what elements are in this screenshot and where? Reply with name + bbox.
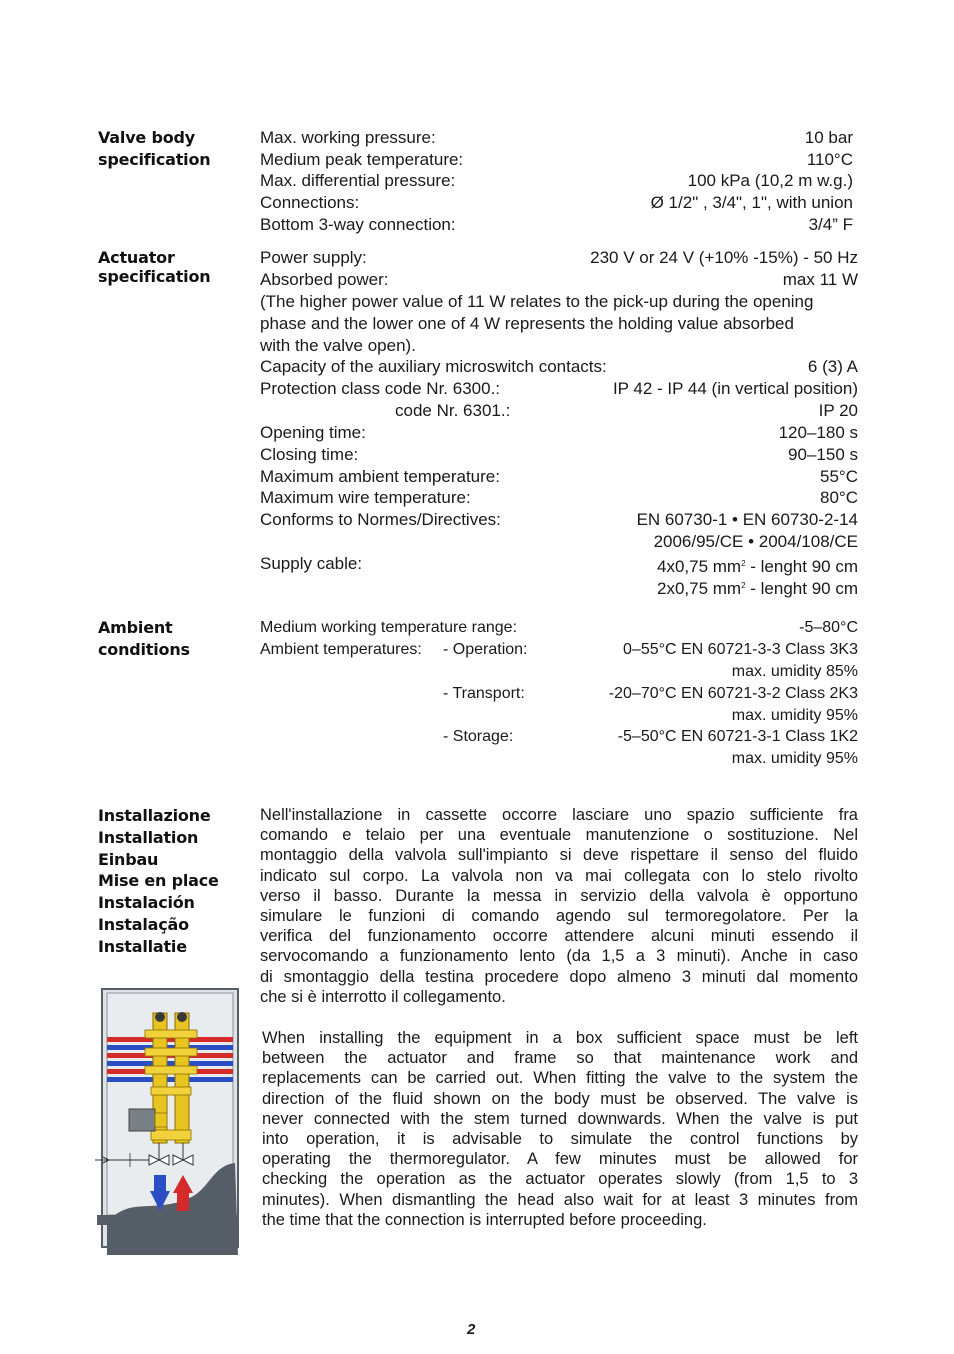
spec-value: 120–180 s [778,423,858,442]
spec-row [260,149,853,171]
spec-value: 6 (3) A [807,357,858,376]
spec-label: Bottom 3-way connection: [260,215,456,234]
spec-value: 90–150 s [788,445,858,464]
paragraph-line: verso il basso. Durante la messa in servizio della valvola è opportuno [260,886,858,905]
box-floor [97,1215,238,1225]
spec-value: -5–80°C [799,619,858,636]
spec-value: EN 60730-1 • EN 60730-2-14 [636,510,858,529]
spec-label: Conforms to Normes/Directives: [260,510,501,529]
paragraph-line: checking the operation as the actuator operates slowly (from 1,5 to 3 [262,1170,858,1189]
paragraph-line: montaggio della valvola sull'impianto si deve rispettare il senso del fluido [260,846,858,865]
spec-label: Maximum ambient temperature: [260,467,500,486]
spec-label: - Operation: [443,641,528,658]
installation-heading: Installazione Installation Einbau Mise en place Instalación Instalação Installatie [98,806,219,956]
spec-note: with the valve open). [260,336,416,355]
spec-label: Max. differential pressure: [260,171,456,190]
spec-value: 2x0,75 $mm^2$ - lenght 90 cm [657,579,858,598]
spec-value: 10 bar [804,128,853,147]
spec-label: Medium peak temperature: [260,150,464,169]
spec-row [260,192,853,214]
spec-label: code Nr. 6301.: [395,401,511,420]
spec-label: Supply cable: [260,554,363,573]
spec-label: Closing time: [260,445,359,464]
spec-label: Medium working temperature range: [260,619,518,636]
spec-value: max. umidity 95% [731,750,858,767]
paragraph-line: di smontaggio della testina procedere dopo almeno 3 minuti dal momento [260,967,858,986]
paragraph-line: minutes). When dismantling the head also wait for at least 3 minutes from [262,1190,858,1209]
spec-label: - Transport: [443,685,525,702]
actuator-heading: Actuator specification [98,248,211,286]
spec-value: 0–55°C EN 60721-3-3 Class 3K3 [623,641,858,658]
spec-value: 2006/95/CE • 2004/108/CE [653,532,858,551]
spec-value: IP 20 [818,401,858,420]
spec-label: Capacity of the auxiliary microswitch contacts: [260,357,607,376]
paragraph-line: operating the thermoregulator. A few minutes must be allowed for [262,1150,858,1169]
installation-diagram [95,985,245,1255]
paragraph-line: between the actuator and frame so that maintenance work and [262,1049,858,1068]
spec-value: max 11 W [782,270,858,289]
paragraph-line: replacements can be carried out. When fitting the valve to the system the [262,1069,858,1088]
spec-row [260,127,853,149]
page-number: 2 [467,1321,476,1338]
paragraph-line: che si è interrotto il collegamento. [260,987,506,1006]
paragraph-line: into operation, it is advisable to simulate the control functions by [262,1130,858,1149]
paragraph-line: verifica del funzionamento occorre attendere alcuni minuti essendo il [260,927,858,946]
spec-row [260,214,853,236]
valve-body-heading: Valve body specification [98,128,211,169]
spec-value: 230 V or 24 V (+10% -15%) - 50 Hz [590,248,858,267]
spec-label: Absorbed power: [260,270,389,289]
spec-label: Power supply: [260,248,367,267]
spec-value: max. umidity 95% [731,707,858,724]
paragraph-line: comando e telaio per una eventuale manutenzione o sostituzione. Nel [260,826,858,845]
installation-text-english [262,1028,858,1230]
spec-label: Max. working pressure: [260,128,436,147]
spec-label: Ambient temperatures: [260,641,422,658]
spec-value: IP 42 - IP 44 (in vertical position) [612,379,858,398]
paragraph-line: indicato sul corpo. La valvola non va mai collegata con lo stelo rivolto [260,866,858,885]
spec-value: 55°C [820,467,858,486]
paragraph-line: When installing the equipment in a box sufficient space must be left [262,1029,858,1047]
ambient-heading: Ambient conditions [98,618,190,659]
paragraph-line: direction of the fluid shown on the body must be observed. The valve is [262,1089,858,1108]
spec-value: max. umidity 85% [731,663,858,680]
spec-value: Ø 1/2" , 3/4", 1", with union [650,193,853,212]
spec-value: 4x0,75 $mm^2$ - lenght 90 cm [657,557,858,576]
spec-label: Opening time: [260,423,366,442]
spec-value: 100 kPa (10,2 m w.g.) [687,171,853,190]
spec-value: 80°C [820,488,858,507]
spec-value: 3/4” F [808,215,853,234]
spec-row [260,170,853,192]
paragraph-line: the time that the connection is interrupted before proceeding. [262,1210,707,1229]
spec-label: - Storage: [443,728,514,745]
paragraph-line: Nell'installazione in cassette occorre lasciare uno spazio sufficiente fra [260,806,858,824]
spec-value: -5–50°C EN 60721-3-1 Class 1K2 [617,728,858,745]
paragraph-line: never connected with the stem turned downwards. When the valve is put [262,1109,858,1128]
spec-label: Maximum wire temperature: [260,488,471,507]
installation-text-italian [260,805,858,1007]
spec-note: (The higher power value of 11 W relates to the pick-up during the opening [260,292,814,311]
spec-label: Protection class code Nr. 6300.: [260,379,501,398]
paragraph-line: simulare le funzioni di comando agendo sul termoregolatore. Per la [260,907,858,926]
spec-value: 110°C [806,150,853,169]
spec-value: -20–70°C EN 60721-3-2 Class 2K3 [608,685,858,702]
paragraph-line: servocomando a funzionamento lento (da 1,5 a 3 minuti). Anche in caso [260,947,858,966]
spec-label: Connections: [260,193,360,212]
spec-note: phase and the lower one of 4 W represents the holding value absorbed [260,314,794,333]
